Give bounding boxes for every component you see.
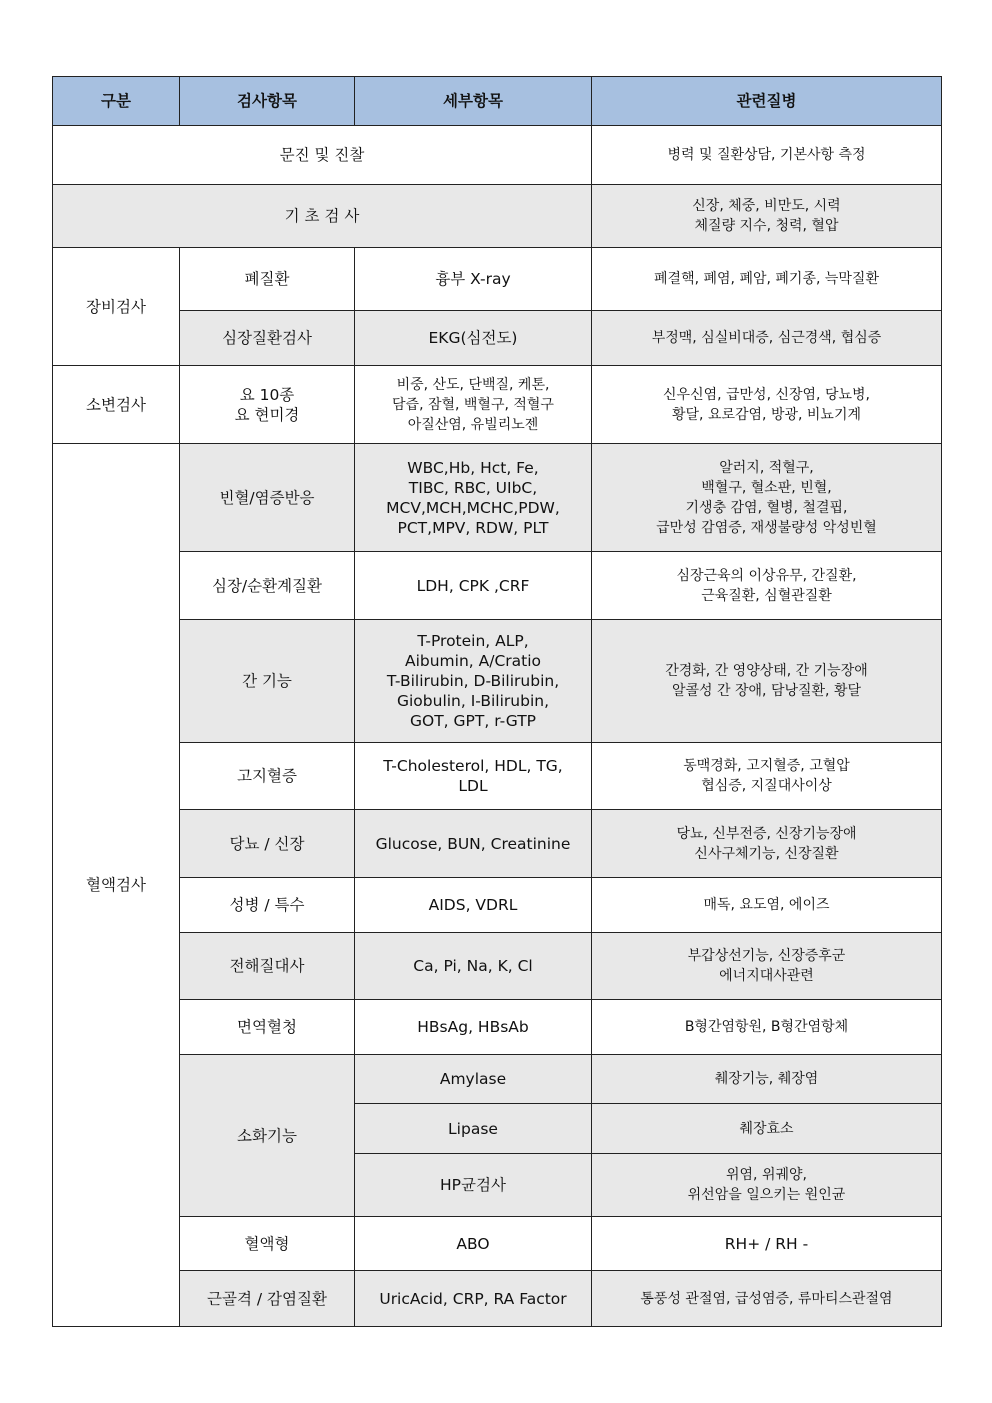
table-row: [53, 126, 942, 185]
table-row: [53, 552, 942, 620]
blood-category: 혈액검사: [53, 444, 180, 1327]
musculo-item: 근골격 / 감염질환: [180, 1271, 355, 1327]
anemia-detail-line: WBC,Hb, Hct, Fe,: [407, 458, 539, 477]
cardio-detail: LDH, CPK ,CRF: [355, 552, 592, 620]
table-row: [53, 1000, 942, 1055]
bloodtype-item: 혈액형: [180, 1217, 355, 1271]
lipid-detail-line: T-Cholesterol, HDL, TG,: [383, 757, 563, 775]
lung-disease: 폐결핵, 폐염, 폐암, 폐기종, 늑막질환: [592, 248, 942, 311]
header-detail: 세부항목: [355, 77, 592, 126]
diabetes-disease: [592, 810, 942, 878]
lipid-disease: [592, 743, 942, 810]
table-row: [53, 444, 942, 552]
electrolyte-disease-line: 부갑상선기능, 신장증후군: [687, 948, 846, 964]
anemia-detail: [355, 444, 592, 552]
diabetes-item: 당뇨 / 신장: [180, 810, 355, 878]
amylase-disease: 췌장기능, 췌장염: [592, 1055, 942, 1104]
std-disease: 매독, 요도염, 에이즈: [592, 878, 942, 933]
bloodtype-detail: ABO: [355, 1217, 592, 1271]
anemia-disease-line: 백혈구, 혈소판, 빈혈,: [701, 479, 832, 496]
table-row: [53, 1055, 942, 1104]
table-row: [53, 810, 942, 878]
diabetes-disease-line: 신사구체기능, 신장질환: [694, 845, 839, 862]
lung-detail: 흉부 X-ray: [355, 248, 592, 311]
basic-label: 기 초 검 사: [53, 185, 592, 248]
std-item: 성병 / 특수: [180, 878, 355, 933]
anemia-item: 빈혈/염증반응: [180, 444, 355, 552]
table-row: [53, 248, 942, 311]
lipid-detail-line: LDL: [458, 777, 488, 795]
urine-disease: [592, 366, 942, 444]
cardio-disease: [592, 552, 942, 620]
liver-detail-line: Giobulin, I-Bilirubin,: [396, 692, 549, 710]
lipid-disease-line: 동맥경화, 고지혈증, 고혈압: [683, 758, 850, 774]
urine-item-line: 요 현미경: [234, 405, 300, 424]
table-row: [53, 620, 942, 743]
urine-detail-line: 아질산염, 유빌리노젠: [407, 416, 539, 433]
bloodtype-disease: RH+ / RH -: [592, 1217, 942, 1271]
liver-detail-line: T-Bilirubin, D-Bilirubin,: [386, 672, 560, 690]
table-row: [53, 185, 942, 248]
heart-item: 심장질환검사: [180, 311, 355, 366]
anemia-disease-line: 기생충 감염, 혈병, 철결핍,: [685, 499, 848, 516]
amylase-detail: Amylase: [355, 1055, 592, 1104]
digestive-item: 소화기능: [180, 1055, 355, 1217]
urine-item: [180, 366, 355, 444]
anemia-disease-line: 알러지, 적혈구,: [719, 459, 814, 476]
musculo-disease: 통풍성 관절염, 급성염증, 류마티스관절염: [592, 1271, 942, 1327]
urine-detail: [355, 366, 592, 444]
lipid-disease-line: 협심증, 지질대사이상: [701, 778, 832, 794]
header-item: 검사항목: [180, 77, 355, 126]
table-row: [53, 933, 942, 1000]
lipase-detail: Lipase: [355, 1104, 592, 1154]
basic-disease-line: 신장, 체중, 비만도, 시력: [692, 198, 841, 214]
musculo-detail: UricAcid, CRP, RA Factor: [355, 1271, 592, 1327]
consult-disease: 병력 및 질환상담, 기본사항 측정: [592, 126, 942, 185]
table-row: [53, 1217, 942, 1271]
std-detail: AIDS, VDRL: [355, 878, 592, 933]
hp-disease: [592, 1154, 942, 1217]
diabetes-disease-line: 당뇨, 신부전증, 신장기능장애: [676, 825, 857, 842]
table-row: [53, 878, 942, 933]
electrolyte-disease-line: 에너지대사관련: [719, 968, 814, 984]
anemia-disease-line: 급만성 감염증, 재생불량성 악성빈혈: [656, 519, 877, 536]
table-row: [53, 1271, 942, 1327]
anemia-disease: [592, 444, 942, 552]
liver-detail-line: GOT, GPT, r-GTP: [409, 712, 537, 730]
electrolyte-detail: Ca, Pi, Na, K, Cl: [355, 933, 592, 1000]
urine-disease-line: 신우신염, 급만성, 신장염, 당뇨병,: [663, 386, 870, 403]
table-row: [53, 311, 942, 366]
header-row: [53, 77, 942, 126]
anemia-detail-line: PCT,MPV, RDW, PLT: [397, 518, 549, 537]
cardio-disease-line: 심장근육의 이상유무, 간질환,: [676, 567, 857, 584]
basic-disease-line: 체질량 지수, 청력, 혈압: [694, 218, 839, 234]
header-category: 구분: [53, 77, 180, 126]
liver-disease: [592, 620, 942, 743]
cardio-disease-line: 근육질환, 심혈관질환: [701, 587, 832, 604]
table-row: [53, 366, 942, 444]
heart-detail: EKG(심전도): [355, 311, 592, 366]
hp-detail: HP균검사: [355, 1154, 592, 1217]
lung-item: 폐질환: [180, 248, 355, 311]
urine-item-line: 요 10종: [239, 385, 295, 404]
immune-disease: B형간염항원, B형간염항체: [592, 1000, 942, 1055]
liver-detail-line: Aibumin, A/Cratio: [404, 652, 542, 670]
immune-item: 면역혈청: [180, 1000, 355, 1055]
liver-detail: [355, 620, 592, 743]
anemia-detail-line: TIBC, RBC, UIbC,: [408, 478, 538, 497]
cardio-item: 심장/순환계질환: [180, 552, 355, 620]
diabetes-detail: Glucose, BUN, Creatinine: [355, 810, 592, 878]
equipment-category: 장비검사: [53, 248, 180, 366]
urine-category: 소변검사: [53, 366, 180, 444]
health-exam-table: [52, 76, 942, 1327]
table-row: [53, 743, 942, 810]
hp-disease-line: 위선암을 일으키는 원인균: [687, 1187, 846, 1203]
urine-detail-line: 담즙, 잠혈, 백혈구, 적혈구: [392, 396, 554, 413]
electrolyte-disease: [592, 933, 942, 1000]
lipase-disease: 췌장효소: [592, 1104, 942, 1154]
liver-disease-line: 간경화, 간 영양상태, 간 기능장애: [665, 663, 868, 679]
heart-disease: 부정맥, 심실비대증, 심근경색, 협심증: [592, 311, 942, 366]
liver-item: 간 기능: [180, 620, 355, 743]
immune-detail: HBsAg, HBsAb: [355, 1000, 592, 1055]
liver-detail-line: T-Protein, ALP,: [417, 632, 529, 650]
consult-label: 문진 및 진찰: [53, 126, 592, 185]
lipid-item: 고지혈증: [180, 743, 355, 810]
urine-disease-line: 황달, 요로감염, 방광, 비뇨기계: [672, 406, 861, 423]
hp-disease-line: 위염, 위궤양,: [726, 1167, 807, 1183]
urine-detail-line: 비중, 산도, 단백질, 케톤,: [396, 376, 550, 393]
electrolyte-item: 전해질대사: [180, 933, 355, 1000]
liver-disease-line: 알콜성 간 장애, 담낭질환, 황달: [672, 683, 861, 699]
anemia-detail-line: MCV,MCH,MCHC,PDW,: [386, 498, 560, 517]
header-disease: 관련질병: [592, 77, 942, 126]
lipid-detail: [355, 743, 592, 810]
basic-disease: [592, 185, 942, 248]
